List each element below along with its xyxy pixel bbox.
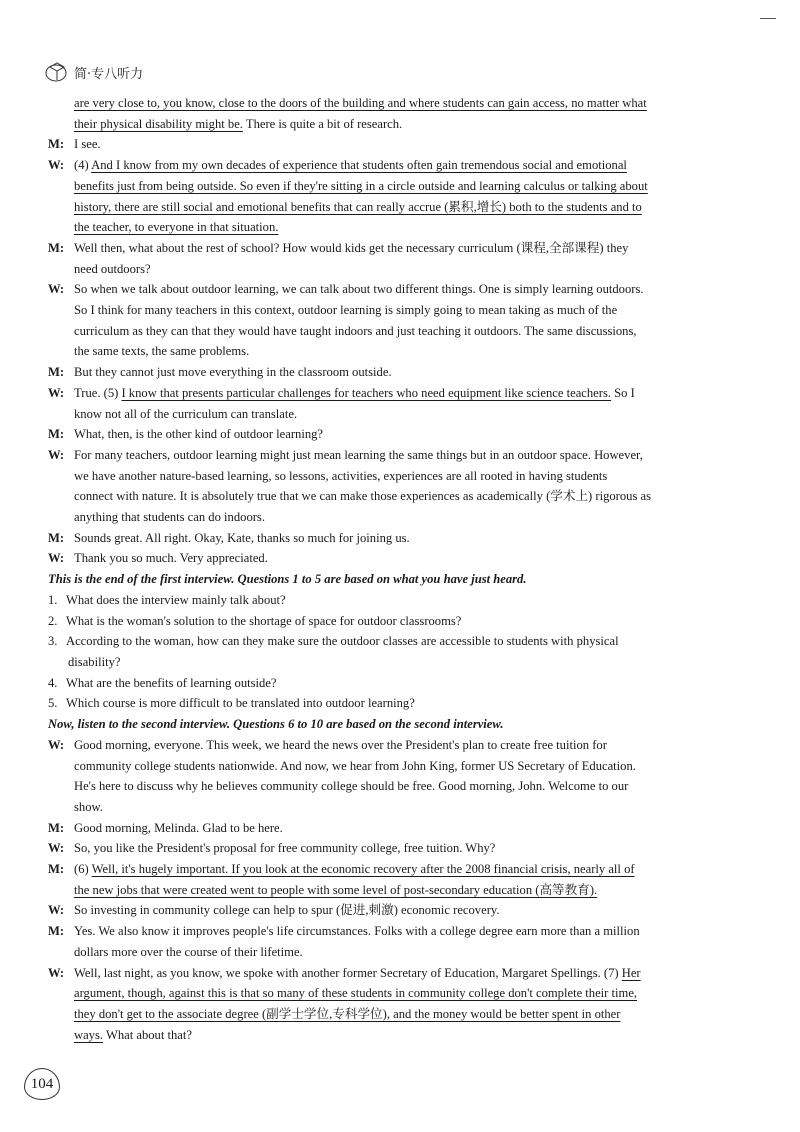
speaker-label: W: bbox=[48, 903, 65, 918]
line-text: connect with nature. It is absolutely true that we can make those experiences as academically (学术上) rigorous as bbox=[74, 489, 652, 504]
speaker-line bbox=[48, 735, 732, 756]
transcript-line bbox=[48, 176, 732, 197]
line-text: know not all of the curriculum can translate. bbox=[74, 406, 298, 421]
transcript-line bbox=[48, 114, 732, 135]
line-text: Good morning, Melinda. Glad to be here. bbox=[74, 820, 283, 835]
transcript-line bbox=[48, 776, 732, 797]
line-text: Yes. We also know it improves people's life circumstances. Folks with a college degree earn more than a million bbox=[74, 924, 640, 939]
transcript-line bbox=[48, 300, 732, 321]
underlined-text: they don't get to the associate degree (副学士学位,专科学位), and the money would be better spent in other bbox=[74, 1006, 621, 1021]
transcript-line bbox=[48, 93, 732, 114]
line-text: we have another nature-based learning, so lessons, activities, experiences are all rooted in having students bbox=[74, 468, 608, 483]
top-rule bbox=[760, 18, 776, 19]
question-number: 4. bbox=[48, 675, 58, 690]
line-text: I see. bbox=[74, 137, 101, 152]
line-text: (6) bbox=[74, 862, 92, 877]
speaker-line bbox=[48, 818, 732, 839]
line-text: There is quite a bit of research. bbox=[242, 116, 403, 131]
page-number: 104 bbox=[24, 1068, 60, 1100]
speaker-label: W: bbox=[48, 385, 65, 400]
transcript-line bbox=[48, 507, 732, 528]
speaker-line bbox=[48, 528, 732, 549]
line-text: (4) bbox=[74, 158, 92, 173]
transcript-line bbox=[48, 197, 732, 218]
line-text: What, then, is the other kind of outdoor learning? bbox=[74, 427, 324, 442]
underlined-text: their physical disability might be. bbox=[74, 116, 243, 131]
transcript-line bbox=[48, 341, 732, 362]
underlined-text: history, there are still social and emotional benefits that can really accrue (累积,增长) both to the students and to bbox=[74, 199, 642, 214]
transcript-line bbox=[48, 756, 732, 777]
transcript-line bbox=[48, 259, 732, 280]
line-text: This is the end of the first interview. Questions 1 to 5 are based on what you have just heard. bbox=[48, 572, 527, 587]
transcript-body bbox=[48, 93, 732, 1045]
transcript-line bbox=[48, 880, 732, 901]
speaker-line bbox=[48, 445, 732, 466]
speaker-label: W: bbox=[48, 841, 65, 856]
underlined-text: benefits just from being outside. So even if they're sitting in a circle outside and learning calculus or talking about bbox=[74, 178, 648, 193]
underlined-text: the new jobs that were created went to people with some level of post-secondary education (高等教育). bbox=[74, 882, 598, 897]
line-text: So when we talk about outdoor learning, we can talk about two different things. One is simply learning outdoors. bbox=[74, 282, 644, 297]
question-number: 5. bbox=[48, 696, 58, 711]
line-text: What are the benefits of learning outside? bbox=[66, 675, 277, 690]
transcript-line bbox=[48, 321, 732, 342]
speaker-line bbox=[48, 963, 732, 984]
speaker-line bbox=[48, 900, 732, 921]
question-item bbox=[48, 673, 732, 694]
page-header bbox=[44, 60, 143, 84]
line-text: Thank you so much. Very appreciated. bbox=[74, 551, 268, 566]
underlined-text: I know that presents particular challenges for teachers who need equipment like science teachers. bbox=[121, 385, 612, 400]
line-text: True. (5) bbox=[74, 385, 122, 400]
speaker-line bbox=[48, 921, 732, 942]
speaker-label: M: bbox=[48, 427, 65, 442]
question-item bbox=[48, 631, 732, 652]
speaker-line bbox=[48, 383, 732, 404]
transcript-line bbox=[48, 466, 732, 487]
book-logo-icon bbox=[44, 61, 70, 83]
question-item bbox=[48, 693, 732, 714]
speaker-line bbox=[48, 155, 732, 176]
line-text: So investing in community college can help to spur (促进,刺激) economic recovery. bbox=[74, 903, 500, 918]
speaker-label: M: bbox=[48, 137, 65, 152]
speaker-label: M: bbox=[48, 820, 65, 835]
line-text: Sounds great. All right. Okay, Kate, thanks so much for joining us. bbox=[74, 530, 410, 545]
line-text: Now, listen to the second interview. Questions 6 to 10 are based on the second interview. bbox=[48, 717, 504, 732]
line-text: According to the woman, how can they make sure the outdoor classes are accessible to students with physical bbox=[66, 634, 619, 649]
line-text: Which course is more difficult to be translated into outdoor learning? bbox=[66, 696, 415, 711]
speaker-label: W: bbox=[48, 447, 65, 462]
underlined-text: ways. bbox=[74, 1027, 104, 1042]
underlined-text: the teacher, to everyone in that situation. bbox=[74, 220, 279, 235]
speaker-label: W: bbox=[48, 158, 65, 173]
underlined-text: argument, though, against this is that so many of these students in community college don't complete their time, bbox=[74, 986, 638, 1001]
line-text: What is the woman's solution to the shortage of space for outdoor classrooms? bbox=[66, 613, 462, 628]
line-text: But they cannot just move everything in the classroom outside. bbox=[74, 365, 392, 380]
transcript-line bbox=[48, 1004, 732, 1025]
instruction-line bbox=[48, 569, 732, 590]
speaker-label: W: bbox=[48, 282, 65, 297]
question-number: 1. bbox=[48, 592, 58, 607]
underlined-text: Well, it's hugely important. If you look at the economic recovery after the 2008 financial crisis, nearly all of bbox=[91, 862, 635, 877]
transcript-line bbox=[48, 1025, 732, 1046]
line-text: show. bbox=[74, 799, 103, 814]
line-text: community college students nationwide. And now, we hear from John King, former US Secretary of Education. bbox=[74, 758, 636, 773]
line-text: He's here to discuss why he believes community college should be free. Good morning, John. Welcome to our bbox=[74, 779, 629, 794]
speaker-line bbox=[48, 838, 732, 859]
speaker-line bbox=[48, 424, 732, 445]
line-text: So I bbox=[611, 385, 635, 400]
line-text: anything that students can do indoors. bbox=[74, 510, 265, 525]
line-text: dollars more over the course of their lifetime. bbox=[74, 944, 303, 959]
transcript-line bbox=[48, 217, 732, 238]
book-title: 简·专八听力 bbox=[74, 66, 144, 82]
speaker-line bbox=[48, 238, 732, 259]
speaker-line bbox=[48, 279, 732, 300]
speaker-line bbox=[48, 134, 732, 155]
line-text: need outdoors? bbox=[74, 261, 151, 276]
speaker-label: M: bbox=[48, 365, 65, 380]
speaker-label: W: bbox=[48, 965, 65, 980]
speaker-label: M: bbox=[48, 924, 65, 939]
line-text: curriculum as they can that they would have taught indoors and just teaching it outdoors. The same discussions, bbox=[74, 323, 637, 338]
line-text: Good morning, everyone. This week, we heard the news over the President's plan to create free tuition for bbox=[74, 737, 607, 752]
question-item bbox=[48, 611, 732, 632]
transcript-line bbox=[48, 404, 732, 425]
line-text: Well then, what about the rest of school? How would kids get the necessary curriculum (课程,全部课程) they bbox=[74, 240, 629, 255]
speaker-line bbox=[48, 362, 732, 383]
speaker-label: M: bbox=[48, 530, 65, 545]
question-number: 3. bbox=[48, 634, 58, 649]
line-text: So I think for many teachers in this context, outdoor learning is simply going to mean taking as much of the bbox=[74, 303, 618, 318]
speaker-label: W: bbox=[48, 551, 65, 566]
line-text: So, you like the President's proposal for free community college, free tuition. Why? bbox=[74, 841, 496, 856]
speaker-label: W: bbox=[48, 737, 65, 752]
line-text: What does the interview mainly talk about? bbox=[66, 592, 286, 607]
underlined-text: And I know from my own decades of experience that students often gain tremendous social and emotional bbox=[91, 158, 627, 173]
transcript-line bbox=[48, 486, 732, 507]
line-text: the same texts, the same problems. bbox=[74, 344, 250, 359]
instruction-line bbox=[48, 714, 732, 735]
speaker-line bbox=[48, 859, 732, 880]
line-text: For many teachers, outdoor learning might just mean learning the same things but in an outdoor space. However, bbox=[74, 447, 643, 462]
transcript-line bbox=[48, 797, 732, 818]
question-item bbox=[48, 590, 732, 611]
speaker-label: M: bbox=[48, 240, 65, 255]
underlined-text: Her bbox=[621, 965, 641, 980]
line-text: disability? bbox=[68, 654, 121, 669]
transcript-line bbox=[48, 983, 732, 1004]
line-text: What about that? bbox=[103, 1027, 192, 1042]
transcript-line bbox=[48, 942, 732, 963]
underlined-text: are very close to, you know, close to the doors of the building and where students can gain access, no matter what bbox=[74, 96, 647, 110]
line-text: Well, last night, as you know, we spoke with another former Secretary of Education, Margaret Spellings. (7) bbox=[74, 965, 622, 980]
speaker-line bbox=[48, 548, 732, 569]
speaker-label: M: bbox=[48, 862, 65, 877]
question-continuation bbox=[48, 652, 732, 673]
question-number: 2. bbox=[48, 613, 58, 628]
